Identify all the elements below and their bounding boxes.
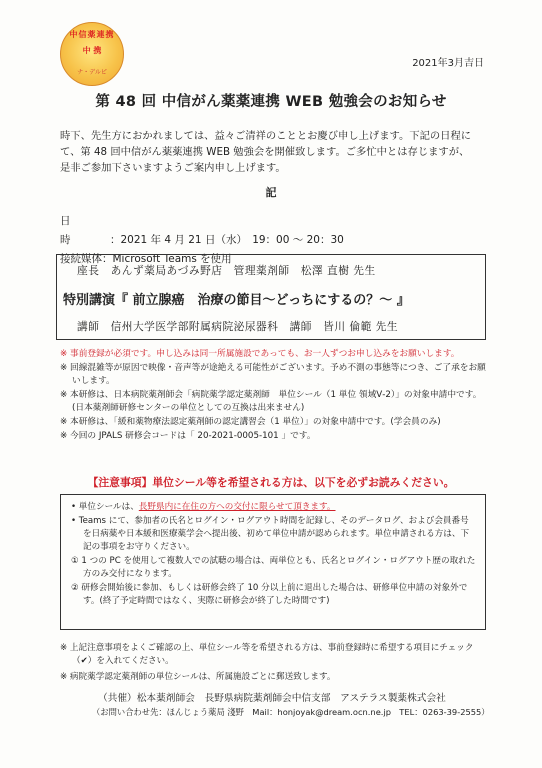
date-value: ：2021 年 4 月 21 日（水） 19：00 ～ 20：30 [110,234,344,246]
media-label: 接続媒体 [60,253,102,265]
page-title: 第 48 回 中信がん薬薬連携 WEB 勉強会のお知らせ [95,94,447,110]
warning-box [60,494,486,630]
intro-line: 時下、先生方におかれましては、益々ご清祥のこととお慶び申し上げます。下記の日程に [60,130,472,142]
note-item: ※ 今回の JPALS 研修会コードは「 20-2021-0005-101 」です。 [60,431,316,441]
footer-note: ※ 病院薬学認定薬剤師の単位シールは、所属施設ごとに郵送致します。 [60,672,336,682]
warning-item: • Teams にて、参加者の氏名とログイン・ログアウト時間を記録し、そのデータログ、および会員番号を日病薬や日本緩和医療薬学会へ提出後、初めて単位申請が認められます。単位申請される方は、下記の事項をお守りください。 [71,516,470,552]
note-item: ※ 回線混雑等が原因で映像・音声等が途絶える可能性がございます。予め不測の事態等につき、ご了承をお願いします。 [60,363,486,386]
warning-item [71,501,477,514]
contact-line: （お問い合わせ先：ほんじょう薬局 淺野 Mail：honjoyak@dream.ocn.ne.jp TEL：0263-39-2555） [92,707,490,717]
date-label: 日 時 [60,215,95,246]
session-box [56,254,486,340]
intro-line: 是非ご参加下さいますようご案内申し上げます。 [60,162,286,174]
intro-line: て、第 48 回中信がん薬薬連携 WEB 勉強会を開催致します。ご多忙中とは存じますが、 [60,146,470,158]
sponsor-line: （共催）松本薬剤師会 長野県病院薬剤師会中信支部 アステラス製薬株式会社 [98,693,446,704]
warning-item-emphasis: 長野県内に在住の方への交付に限らせて頂きます。 [138,502,336,512]
note-item: ※ 本研修は、日本病院薬剤師会「病院薬学認定薬剤師 単位シール（1 単位 領域Ⅴ-2）」の対象申請中です。(日本薬剤師研修センターの単位としての互換は出来ません) [60,390,482,413]
warning-item: ② 研修会開始後に参加、もしくは研修会終了 10 分以上前に退出した場合は、研修単位申請の対象外です。(終了予定時間ではなく、実際に研修会が終了した時間です) [71,583,468,606]
intro-paragraph [60,128,488,176]
warning-title: 【注意事項】単位シール等を希望される方は、以下を必ずお読みください。 [87,476,455,489]
notes-list [60,348,492,444]
footer-notes [60,642,490,687]
chair-line: 座長 あんず薬局あづみ野店 管理薬剤師 松澤 直樹 先生 [77,264,376,277]
warning-item: ① 1 つの PC を使用して複数人での試聴の場合は、両単位とも、氏名とログイン・ログアウト歴の取れた方のみ交付になります。 [71,556,476,579]
issue-date: 2021年3月吉日 [412,58,484,69]
logo [60,22,124,86]
note-item: ※ 本研修は、「緩和薬物療法認定薬剤師の認定講習会（1 単位）」の対象申請中です。(学会員のみ) [60,417,441,427]
media-value: ：Microsoft Teams を使用 [102,253,232,265]
lecturer-line: 講師 信州大学医学部附属病院泌尿器科 講師 皆川 倫範 先生 [77,320,399,333]
footer-note: ※ 上記注意事項をよくご確認の上、単位シール等を希望される方は、事前登録時に希望する項目にチェック（✔）を入れてください。 [60,643,474,666]
logo-text-top: 中信薬連携 [69,30,115,39]
lecture-title: 特別講演『 前立腺癌 治療の節目～どっちにするの？～ 』 [63,293,410,308]
logo-text-mid: 中 携 [82,46,102,55]
note-item: ※ 事前登録が必須です。申し込みは同一所属施設であっても、お一人ずつお申し込みをお願いします。 [60,349,460,359]
warning-item-text: • 単位シールは、 [71,502,139,512]
logo-text-bottom: ナ・デルピ [77,69,107,76]
ki-heading: 記 [265,186,277,199]
